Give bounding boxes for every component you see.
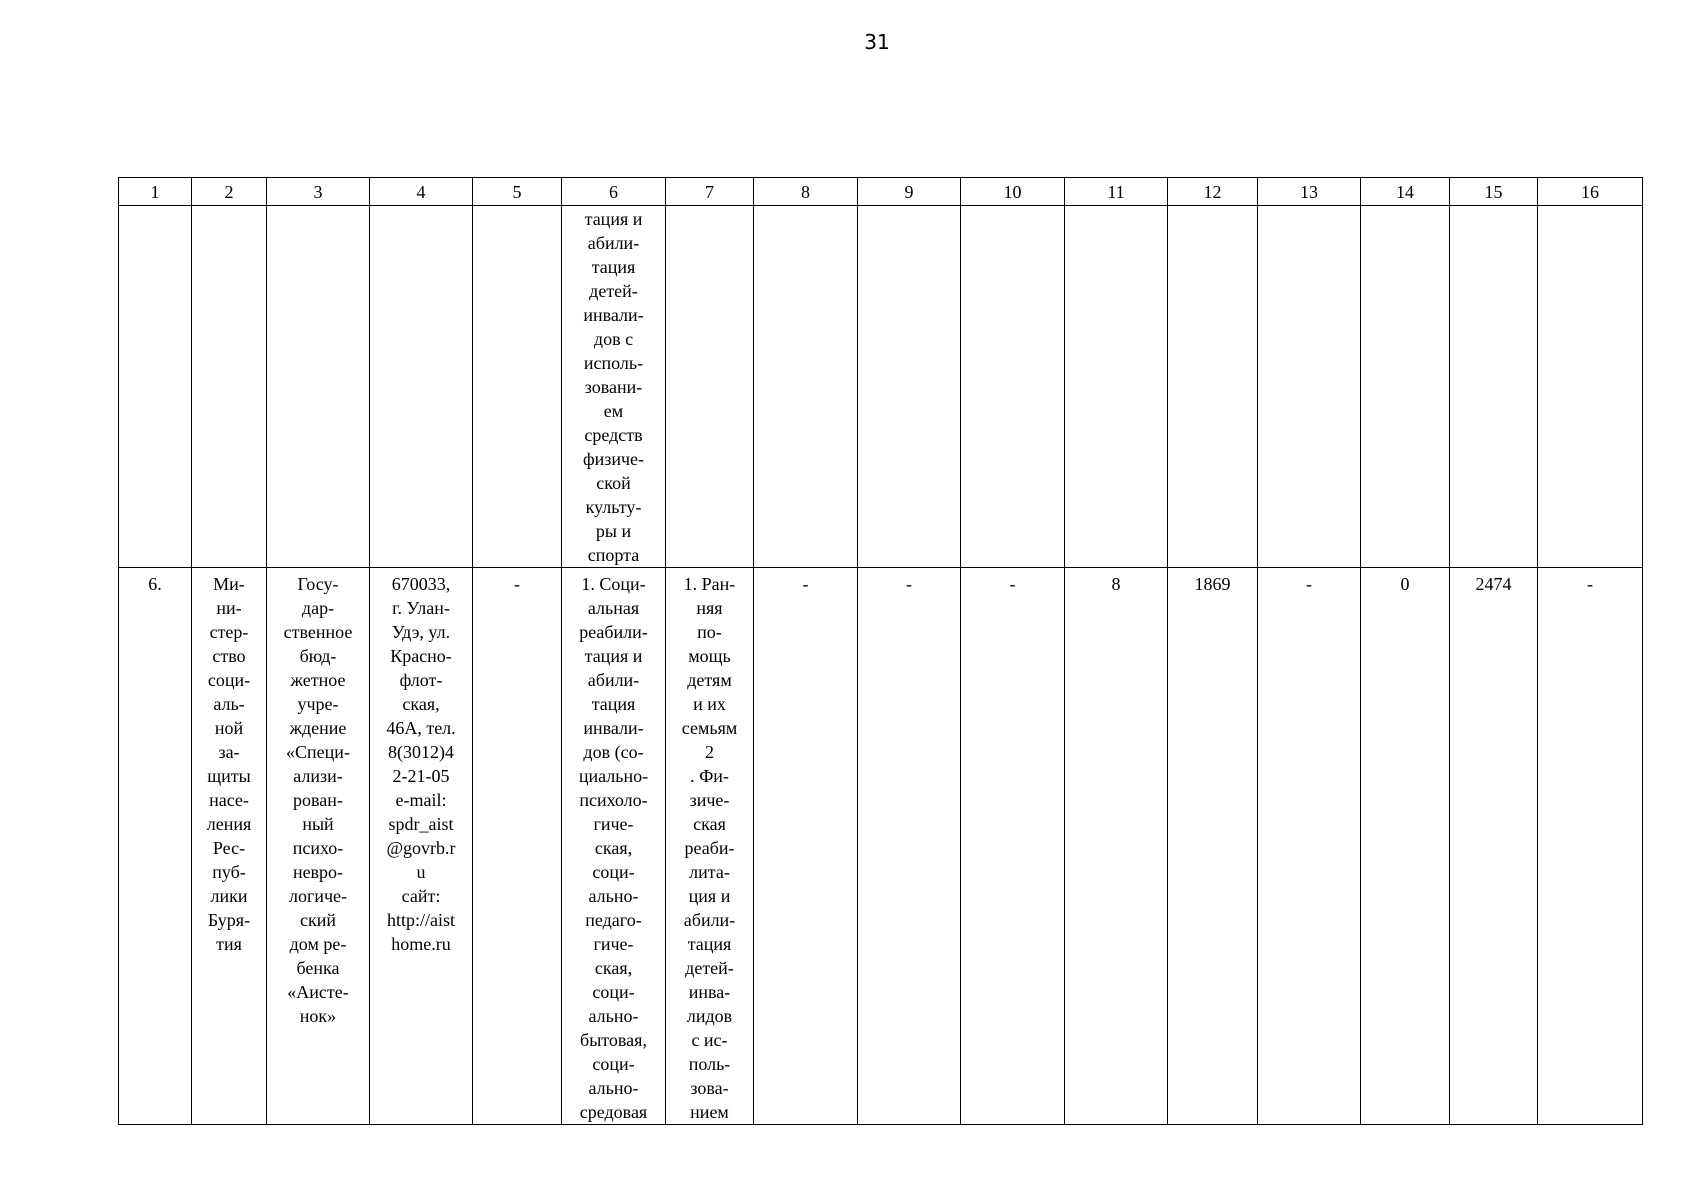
cell-text-line: жетное (290, 670, 346, 690)
cell-text-line: Ми- (213, 574, 245, 594)
cell-text-line: 2 (705, 742, 714, 762)
table-cell: - (1538, 568, 1643, 1125)
cell-text-line: 46А, тел. (386, 718, 456, 738)
cell-text-line: бюд- (299, 646, 337, 666)
cell-text-line: детям (687, 670, 732, 690)
cell-text-line: нием (690, 1102, 729, 1122)
cell-text-line: Красно- (390, 646, 452, 666)
cell-text-line: лита- (689, 862, 730, 882)
cell-text-line: лики (210, 886, 248, 906)
cell-text-line: ская, (594, 838, 633, 858)
cell-text-line: средовая (579, 1102, 648, 1122)
cell-text-line: зова- (690, 1078, 729, 1098)
cell-text-line: ализи- (293, 766, 343, 786)
cell-text-line: лидов (686, 1006, 733, 1026)
cell-text-line: home.ru (391, 934, 451, 954)
cell-text-line: дов с (593, 329, 634, 349)
cell-text-line: @govrb.r (386, 838, 456, 858)
cell-text-line: исполь- (583, 353, 644, 373)
table-cell: 8 (1065, 568, 1168, 1125)
cell-text-line: инвали- (583, 718, 644, 738)
cell-text-line: ждение (289, 718, 347, 738)
cell-text-line: ально- (588, 1006, 639, 1026)
data-table (118, 177, 1643, 1125)
cell-text-line: дом ре- (289, 934, 347, 954)
empty-cell (1258, 206, 1361, 568)
cell-text-line: спорта (587, 545, 640, 565)
cell-text-line: 8(3012)4 (388, 742, 454, 762)
cell-text-line: средств (584, 425, 643, 445)
cell-text-line: гиче- (593, 814, 634, 834)
programs-cell (666, 568, 754, 1125)
empty-cell (1361, 206, 1450, 568)
column-number-cell: 3 (267, 178, 370, 206)
cell-text-line: ально- (588, 1078, 639, 1098)
cell-text-line: ально- (588, 886, 639, 906)
cell-text-line: за- (218, 742, 240, 762)
cell-text-line: e-mail: (395, 790, 447, 810)
cell-text-line: поль- (688, 1054, 731, 1074)
address-contacts-cell (370, 568, 473, 1125)
empty-cell (119, 206, 192, 568)
empty-cell (1168, 206, 1258, 568)
cell-text-line: мощь (688, 646, 731, 666)
column-number-cell: 2 (192, 178, 267, 206)
table-cell: - (1258, 568, 1361, 1125)
cell-text-line: реабили- (579, 622, 648, 642)
cell-text-line: . Фи- (690, 766, 729, 786)
cell-text-line: педаго- (585, 910, 642, 930)
cell-text-line: г. Улан- (392, 598, 450, 618)
cell-text-line: тия (216, 934, 242, 954)
cell-text-line: семьям (681, 718, 738, 738)
cell-text-line: ный (302, 814, 334, 834)
cell-text-line: «Специ- (286, 742, 350, 762)
column-number-cell: 4 (370, 178, 473, 206)
cell-text-line: по- (697, 622, 722, 642)
cell-text-line: ская, (594, 958, 633, 978)
ministry-cell (192, 568, 267, 1125)
cell-text-line: тация и (584, 646, 643, 666)
continuation-row (119, 206, 1643, 568)
column-number-cell: 16 (1538, 178, 1643, 206)
cell-text-line: ция и (688, 886, 731, 906)
cell-text-line: абили- (587, 233, 640, 253)
column-number-cell: 5 (473, 178, 562, 206)
cell-text-line: Буря- (207, 910, 251, 930)
cell-text-line: пуб- (212, 862, 246, 882)
cell-text-line: 1. Соци- (581, 574, 646, 594)
cell-text-line: сайт: (401, 886, 441, 906)
cell-text-line: с ис- (691, 1030, 728, 1050)
cell-text-line: стер- (209, 622, 249, 642)
cell-text-line: детей- (589, 281, 638, 301)
cell-text-line: тация и (584, 209, 643, 229)
column-number-cell: 6 (562, 178, 666, 206)
cell-text-line: u (416, 862, 426, 882)
cell-text-line: дов (со- (583, 742, 644, 762)
column-number-cell: 10 (961, 178, 1065, 206)
cell-text-line: аль- (213, 694, 245, 714)
cell-text-line: детей- (685, 958, 734, 978)
column-number-cell: 7 (666, 178, 754, 206)
cell-text-line: насе- (209, 790, 249, 810)
empty-cell (961, 206, 1065, 568)
cell-text-line: логиче- (288, 886, 348, 906)
cell-text-line: соци- (592, 1054, 635, 1074)
cell-text-line: невро- (292, 862, 344, 882)
cell-text-line: зиче- (689, 790, 730, 810)
table-cell: - (473, 568, 562, 1125)
organization-name-cell (267, 568, 370, 1125)
cell-text-line: тация (687, 934, 732, 954)
cell-text-line: ская, (402, 694, 440, 714)
cell-text-line: http://aist (386, 910, 455, 930)
cell-text-line: инвали- (583, 305, 644, 325)
empty-cell (370, 206, 473, 568)
cell-text-line: учре- (297, 694, 339, 714)
cell-text-line: Удэ, ул. (391, 622, 451, 642)
cell-text-line: инва- (688, 982, 731, 1002)
cell-text-line: гиче- (593, 934, 634, 954)
table-cell: - (754, 568, 858, 1125)
empty-cell (858, 206, 961, 568)
cell-text-line: и их (693, 694, 726, 714)
column-number-cell: 15 (1450, 178, 1538, 206)
cell-text-line: физиче- (582, 449, 645, 469)
cell-text-line: ной (214, 718, 244, 738)
cell-text-line: соци- (592, 862, 635, 882)
cell-text-line: культу- (585, 497, 642, 517)
cell-text-line: абили- (587, 670, 640, 690)
cell-text-line: spdr_aist (388, 814, 454, 834)
cell-text-line: тация (591, 694, 636, 714)
empty-cell (1065, 206, 1168, 568)
column-number-cell: 13 (1258, 178, 1361, 206)
cell-text-line: 670033, (391, 574, 451, 594)
cell-text-line: реаби- (684, 838, 735, 858)
cell-text-line: ской (596, 473, 631, 493)
table-cell: 0 (1361, 568, 1450, 1125)
table-cell: 2474 (1450, 568, 1538, 1125)
page-number: 31 (864, 30, 890, 54)
cell-text-line: альная (587, 598, 640, 618)
cell-text-line: соци- (207, 670, 251, 690)
table-cell: 1869 (1168, 568, 1258, 1125)
column-number-cell: 1 (119, 178, 192, 206)
cell-text-line: флот- (399, 670, 443, 690)
cell-text-line: циально- (578, 766, 649, 786)
cell-text-line: нок» (299, 1006, 337, 1026)
cell-text-line: дар- (301, 598, 335, 618)
cell-text-line: «Аисте- (287, 982, 349, 1002)
cell-text-line: ления (206, 814, 252, 834)
empty-cell (1450, 206, 1538, 568)
cell-text-line: Рес- (212, 838, 246, 858)
table-cell: - (858, 568, 961, 1125)
cell-text-line: бытовая, (580, 1030, 647, 1050)
cell-text-line: рован- (293, 790, 343, 810)
table-cell: - (961, 568, 1065, 1125)
services-cell (562, 568, 666, 1125)
cell-text-line: бенка (296, 958, 340, 978)
cell-text-line: ский (300, 910, 336, 930)
cell-text-line: психоло- (579, 790, 648, 810)
column-number-cell: 8 (754, 178, 858, 206)
cell-text-line: зовани- (584, 377, 643, 397)
cell-text-line: психо- (292, 838, 344, 858)
column-number-cell: 11 (1065, 178, 1168, 206)
cell-text-line: 2-21-05 (392, 766, 450, 786)
cell-text-line: ская (693, 814, 726, 834)
empty-cell (473, 206, 562, 568)
cell-text-line: Госу- (297, 574, 339, 594)
empty-cell (754, 206, 858, 568)
cell-text-line: ни- (216, 598, 242, 618)
empty-cell (666, 206, 754, 568)
cell-text-line: ство (212, 646, 246, 666)
empty-cell (267, 206, 370, 568)
cell-text-line: няя (696, 598, 723, 618)
cell-text-line: соци- (592, 982, 635, 1002)
empty-cell (192, 206, 267, 568)
cell-text-line: ры и (595, 521, 632, 541)
table-row (119, 568, 1643, 1125)
cell-text-line: щиты (207, 766, 251, 786)
empty-cell (1538, 206, 1643, 568)
cell-text-line: ственное (283, 622, 353, 642)
column-number-cell: 12 (1168, 178, 1258, 206)
services-continuation-cell (562, 206, 666, 568)
column-number-cell: 9 (858, 178, 961, 206)
cell-text-line: ем (603, 401, 624, 421)
cell-text-line: абили- (683, 910, 736, 930)
column-number-row (119, 178, 1643, 206)
cell-text-line: тация (591, 257, 636, 277)
row-number-cell: 6. (119, 568, 192, 1125)
cell-text-line: 1. Ран- (683, 574, 736, 594)
column-number-cell: 14 (1361, 178, 1450, 206)
